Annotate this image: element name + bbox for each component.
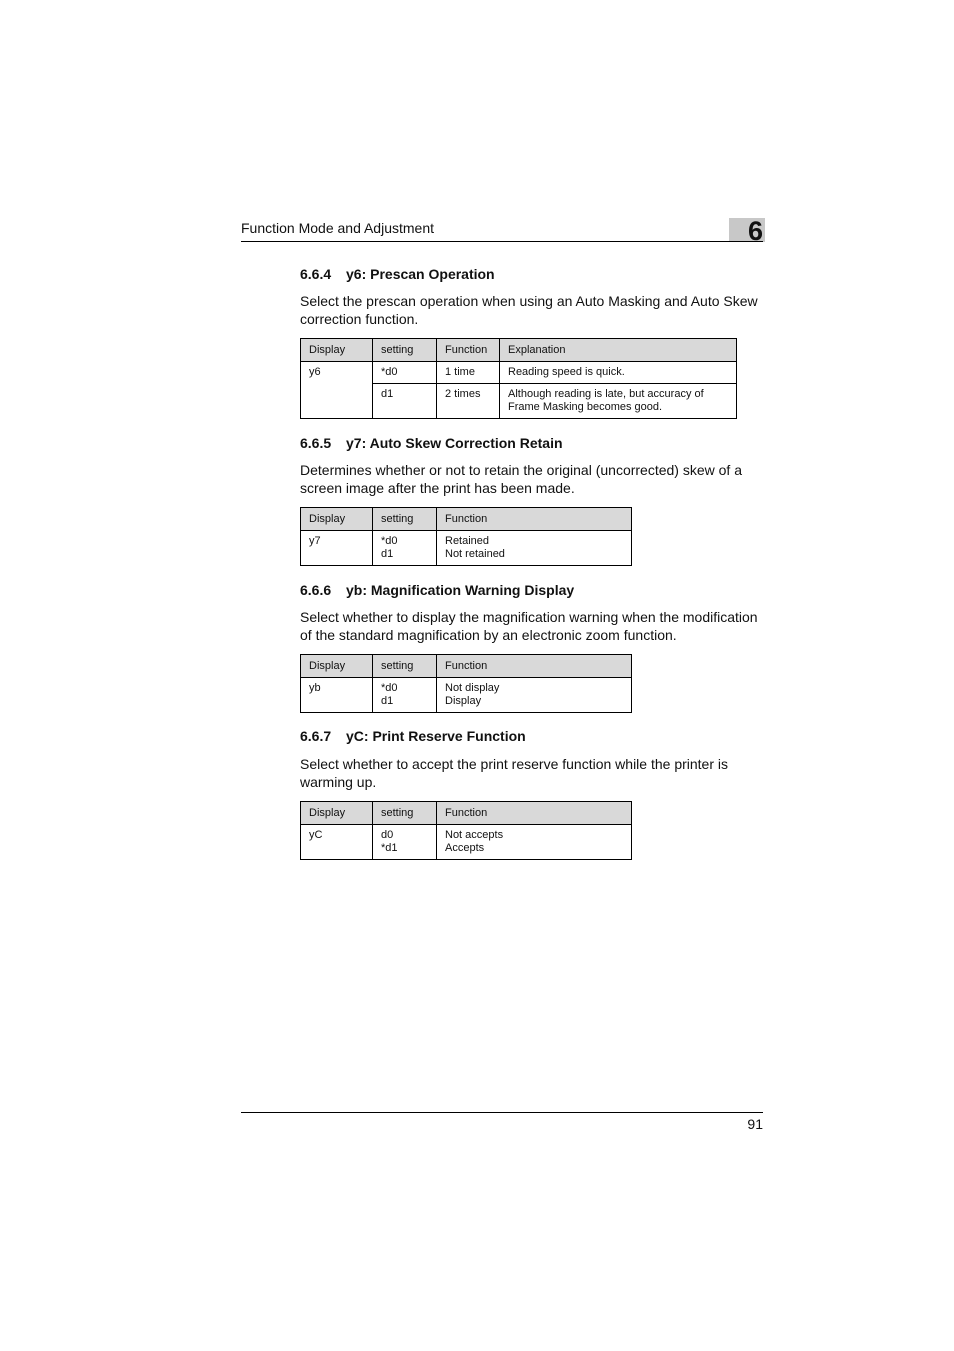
section-description: Select the prescan operation when using an Auto Masking and Auto Skew correction function. bbox=[300, 293, 758, 327]
setting-value: *d1 bbox=[381, 842, 398, 854]
section-heading-6-6-5 bbox=[300, 435, 563, 451]
function-value: Not accepts bbox=[445, 829, 504, 841]
section-number: 6.6.5 bbox=[300, 435, 332, 451]
column-header: Display bbox=[301, 508, 373, 531]
function-value: Display bbox=[445, 695, 482, 707]
chapter-tab bbox=[729, 216, 765, 246]
section-number: 6.6.7 bbox=[300, 728, 332, 744]
section-description: Determines whether or not to retain the original (uncorrected) skew of a screen image after the print has been made. bbox=[300, 462, 742, 496]
section-title: y7: Auto Skew Correction Retain bbox=[346, 435, 563, 451]
column-header: Display bbox=[301, 655, 373, 678]
function-cell bbox=[437, 531, 632, 566]
section-heading-6-6-4 bbox=[300, 266, 495, 282]
column-header: Explanation bbox=[500, 339, 737, 362]
header-rule bbox=[241, 241, 763, 242]
section-title: y6: Prescan Operation bbox=[346, 266, 495, 282]
setting-cell bbox=[373, 678, 437, 713]
page-number: 91 bbox=[747, 1116, 763, 1132]
function-value: Retained bbox=[445, 535, 490, 547]
section-heading-6-6-6 bbox=[300, 582, 574, 598]
chapter-number: 6 bbox=[747, 216, 763, 246]
function-cell: 2 times bbox=[437, 384, 500, 419]
running-header-title: Function Mode and Adjustment bbox=[241, 220, 435, 236]
setting-value: d0 bbox=[381, 829, 394, 841]
settings-table-y7 bbox=[300, 507, 632, 566]
setting-value: *d0 bbox=[381, 682, 398, 694]
setting-cell: *d0 bbox=[373, 362, 437, 384]
column-header: Function bbox=[437, 339, 500, 362]
function-value: Not display bbox=[445, 682, 500, 694]
column-header: setting bbox=[373, 655, 437, 678]
column-header: Function bbox=[437, 508, 632, 531]
function-cell bbox=[437, 825, 632, 860]
section-title: yC: Print Reserve Function bbox=[346, 728, 526, 744]
section-number: 6.6.6 bbox=[300, 582, 332, 598]
settings-table-yc bbox=[300, 801, 632, 860]
display-cell: y7 bbox=[301, 531, 373, 566]
setting-cell bbox=[373, 825, 437, 860]
settings-table-y6 bbox=[300, 338, 737, 419]
section-heading-6-6-7 bbox=[300, 728, 526, 744]
column-header: setting bbox=[373, 339, 437, 362]
setting-cell: d1 bbox=[373, 384, 437, 419]
section-title: yb: Magnification Warning Display bbox=[346, 582, 575, 598]
section-description: Select whether to accept the print reserve function while the printer is warming up. bbox=[300, 756, 728, 790]
column-header: Display bbox=[301, 339, 373, 362]
explanation-cell: Reading speed is quick. bbox=[500, 362, 737, 384]
setting-cell bbox=[373, 531, 437, 566]
column-header: Function bbox=[437, 655, 632, 678]
display-cell: yC bbox=[301, 825, 373, 860]
column-header: setting bbox=[373, 508, 437, 531]
explanation-cell: Although reading is late, but accuracy of Frame Masking becomes good. bbox=[500, 384, 737, 419]
section-number: 6.6.4 bbox=[300, 266, 332, 282]
setting-value: *d0 bbox=[381, 535, 398, 547]
function-value: Not retained bbox=[445, 548, 505, 560]
column-header: setting bbox=[373, 802, 437, 825]
section-description: Select whether to display the magnification warning when the modification of the standard magnification by an electronic zoom function. bbox=[300, 609, 758, 643]
function-cell: 1 time bbox=[437, 362, 500, 384]
footer-rule bbox=[241, 1112, 763, 1113]
display-cell: yb bbox=[301, 678, 373, 713]
function-cell bbox=[437, 678, 632, 713]
column-header: Function bbox=[437, 802, 632, 825]
display-cell: y6 bbox=[301, 362, 373, 419]
setting-value: d1 bbox=[381, 548, 394, 560]
function-value: Accepts bbox=[445, 842, 485, 854]
setting-value: d1 bbox=[381, 695, 394, 707]
column-header: Display bbox=[301, 802, 373, 825]
settings-table-yb bbox=[300, 654, 632, 713]
